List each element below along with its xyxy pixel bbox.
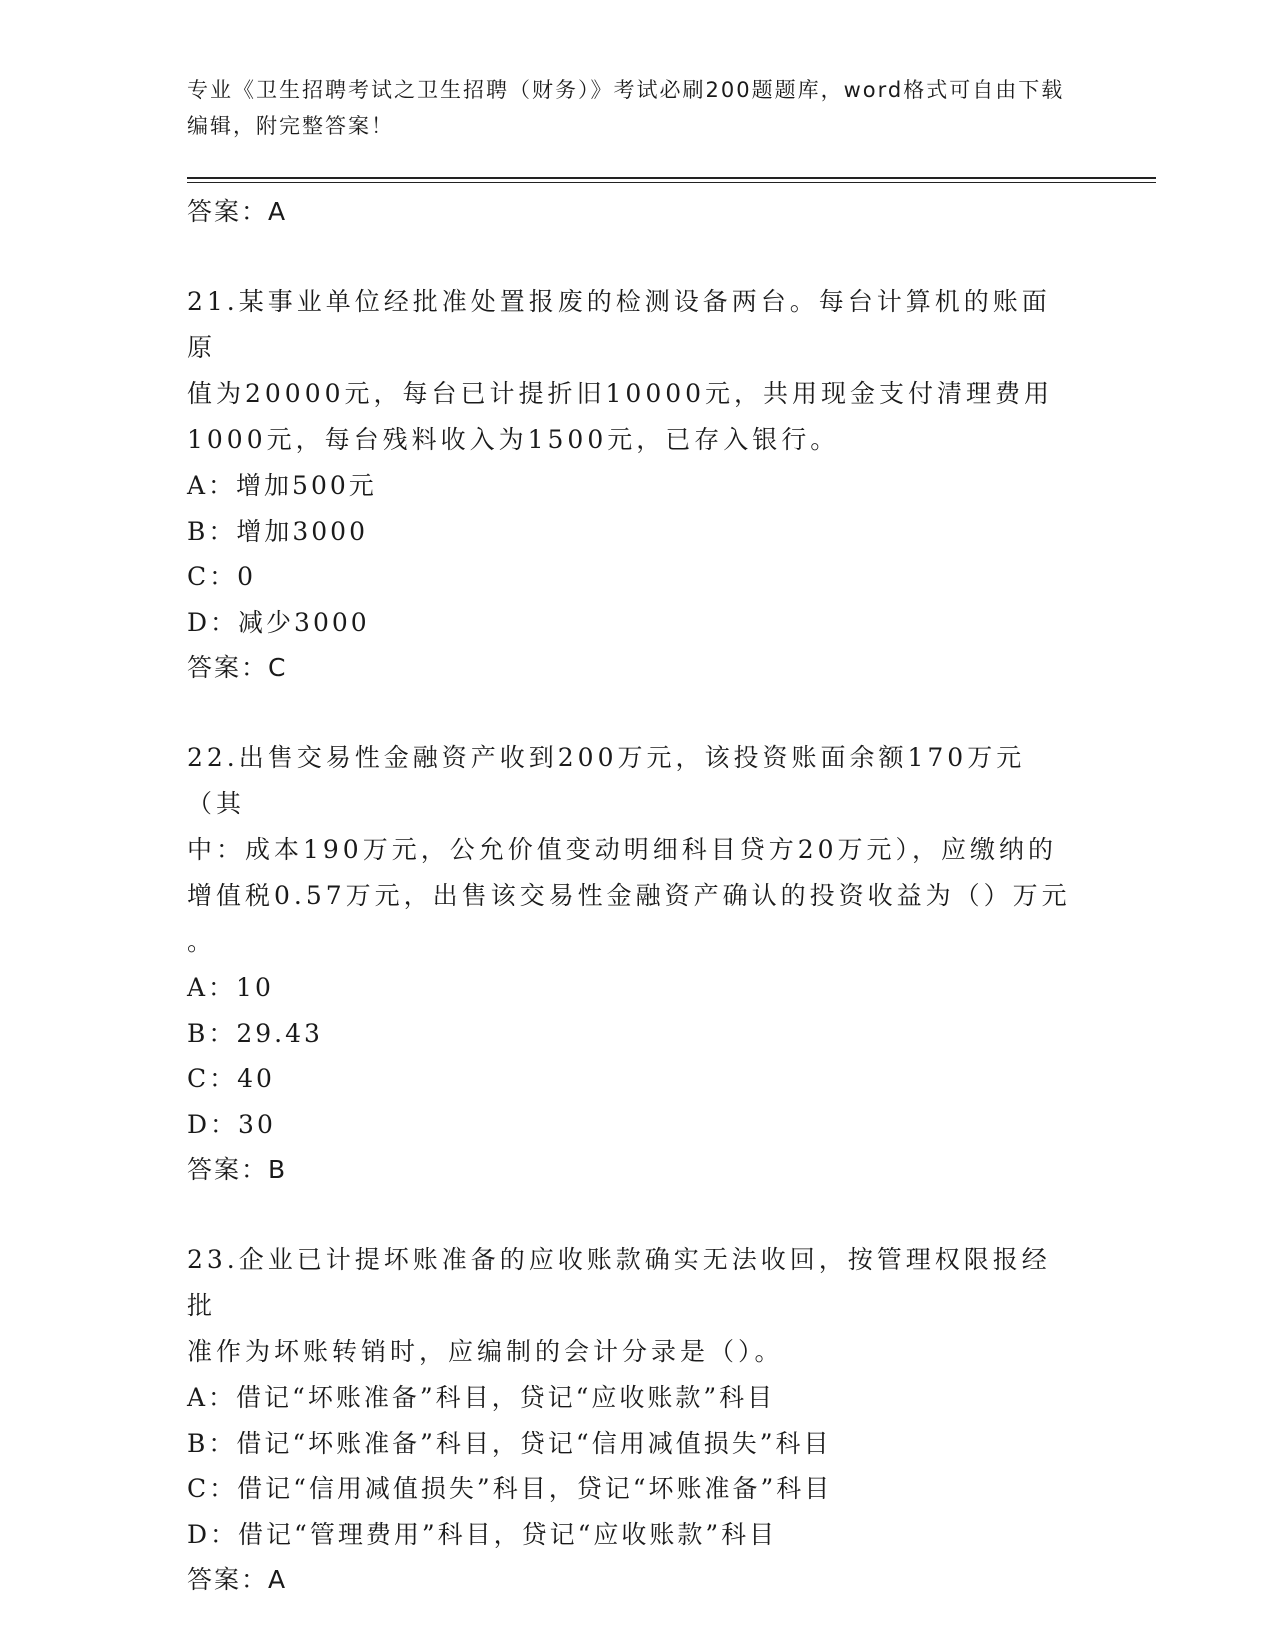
- option-b: B：借记“坏账准备”科目，贷记“信用减值损失”科目: [187, 1428, 832, 1458]
- question-stem-line: 1000元，每台残料收入为1500元，已存入银行。: [187, 425, 840, 454]
- question-21: [187, 279, 1077, 691]
- previous-answer: 答案：A: [187, 197, 288, 226]
- option-c: C：40: [187, 1064, 275, 1093]
- option-b: B：29.43: [187, 1018, 323, 1048]
- option-b: B：增加3000: [187, 516, 368, 546]
- option-d: D：30: [187, 1109, 276, 1139]
- document-content: [187, 185, 1077, 1603]
- question-stem-line: 23.企业已计提坏账准备的应收账款确实无法收回，按管理权限报经批: [187, 1245, 1051, 1320]
- question-stem-line: 中：成本190万元，公允价值变动明细科目贷方20万元），应缴纳的: [187, 835, 1058, 864]
- option-d: D：借记“管理费用”科目，贷记“应收账款”科目: [187, 1519, 778, 1549]
- option-a: A：10: [187, 973, 274, 1002]
- option-c: C：0: [187, 562, 257, 591]
- header-divider: [187, 177, 1156, 183]
- answer-line: 答案：B: [187, 1155, 288, 1184]
- option-a: A：借记“坏账准备”科目，贷记“应收账款”科目: [187, 1383, 776, 1412]
- page-header: 专业《卫生招聘考试之卫生招聘（财务）》考试必刷200题题库，word格式可自由下载编辑，附完整答案！: [187, 78, 1065, 138]
- question-stem-line: 22.出售交易性金融资产收到200万元，该投资账面余额170万元（其: [187, 743, 1026, 818]
- answer-line: 答案：C: [187, 653, 288, 682]
- option-a: A：增加500元: [187, 471, 377, 500]
- question-stem-line: 增值税0.57万元，出售该交易性金融资产确认的投资收益为（）万元: [187, 881, 1071, 910]
- question-22: [187, 735, 1077, 1193]
- question-23: [187, 1237, 1077, 1603]
- question-stem-line: 21.某事业单位经批准处置报废的检测设备两台。每台计算机的账面原: [187, 287, 1051, 362]
- question-stem-line: 值为20000元，每台已计提折旧10000元，共用现金支付清理费用: [187, 379, 1054, 408]
- question-stem-line: 准作为坏账转销时，应编制的会计分录是（）。: [187, 1337, 784, 1366]
- option-d: D：减少3000: [187, 607, 370, 637]
- option-c: C：借记“信用减值损失”科目，贷记“坏账准备”科目: [187, 1474, 833, 1503]
- question-stem-line: 。: [187, 927, 217, 956]
- answer-line: 答案：A: [187, 1565, 288, 1594]
